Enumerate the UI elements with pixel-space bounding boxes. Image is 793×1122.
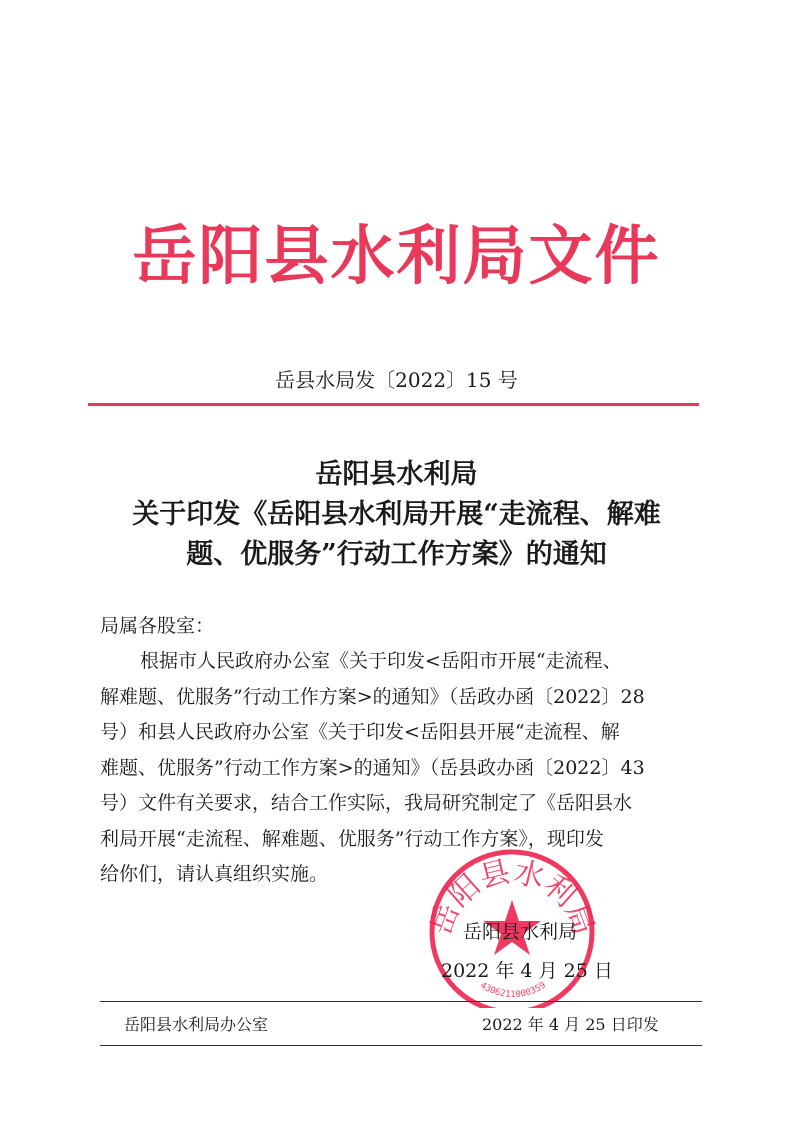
body-line: 给你们，请认真组织实施。 [100,863,329,885]
seal-code: 4306211000359 [478,980,548,1001]
signature-date: 2022 年 4 月 25 日 [441,960,613,982]
footer-print-date: 2022 年 4 月 25 日印发 [482,1015,659,1034]
notice-title [60,455,733,575]
signature-organization: 岳阳县水利局 [463,921,578,943]
footer-top-rule [100,1001,702,1002]
footer-bottom-rule [100,1045,702,1046]
salutation: 局属各股室： [100,615,215,637]
footer-issuer: 岳阳县水利局办公室 [124,1015,269,1034]
body-text [100,644,700,893]
masthead-title: 岳阳县水利局文件 [132,219,661,294]
title-line-3: 题、优服务”行动工作方案》的通知 [186,539,607,570]
body-line: 号）文件有关要求，结合工作实际，我局研究制定了《岳阳县水 [100,792,633,814]
body-line: 根据市人民政府办公室《关于印发<岳阳市开展“走流程、 [140,650,622,672]
body-line: 号）和县人民政府办公室《关于印发<岳阳县开展“走流程、解 [100,721,620,743]
body-line: 解难题、优服务”行动工作方案>的通知》（岳政办函〔2022〕28 [100,685,645,708]
title-line-1: 岳阳县水利局 [315,459,478,490]
title-line-2: 关于印发《岳阳县水利局开展“走流程、解难 [132,499,661,530]
red-divider-line [88,403,699,406]
document-number: 岳县水局发〔2022〕15 号 [275,368,518,392]
seal-text: 岳阳县水利局 [423,854,601,940]
body-line: 利局开展“走流程、解难题、优服务”行动工作方案》，现印发 [100,827,604,850]
body-line: 难题、优服务”行动工作方案>的通知》（岳县政办函〔2022〕43 [100,756,645,779]
